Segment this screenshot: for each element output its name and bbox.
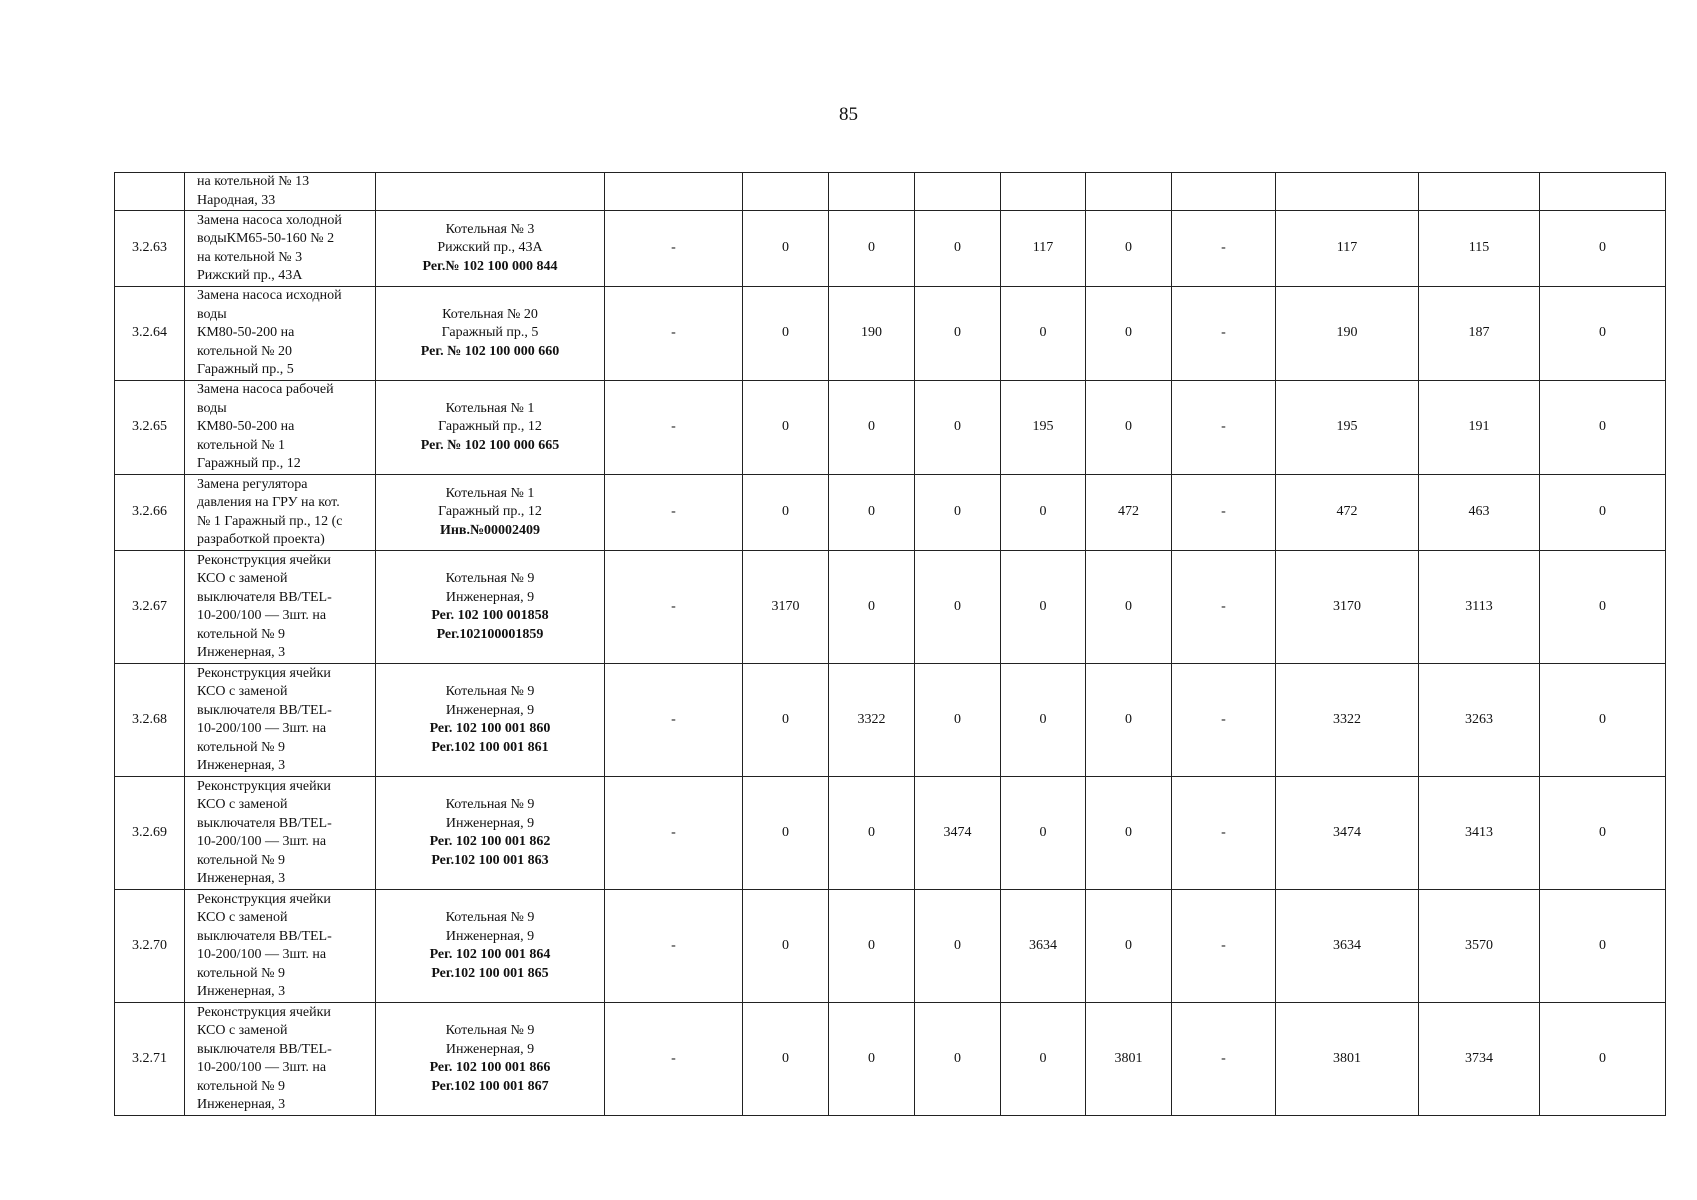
value-cell: 0 [1540,475,1666,551]
registration-number: Инв.№00002409 [439,522,541,538]
description-line: выключателя ВВ/TEL- [197,815,332,831]
description-line: Инженерная, 3 [197,871,286,886]
description-line: Народная, 33 [197,192,276,208]
table-row [115,211,1666,287]
object-cell [376,890,605,1003]
value-cell: 0 [915,287,1001,381]
value-cell: 3170 [743,551,829,664]
object-line: Рижский пр., 43А [437,240,543,256]
value-cell: - [1172,475,1276,551]
description-line: Реконструкция ячейки [197,1004,331,1020]
value-cell: 0 [915,211,1001,287]
table-row [115,551,1666,664]
item-number: 3.2.71 [115,1003,185,1116]
object-line: Инженерная, 9 [445,815,535,831]
registration-number: Рег. 102 100 001858 [431,608,549,623]
description-line: № 1 Гаражный пр., 12 (с [197,513,343,529]
registration-number: Рег.102 100 001 863 [431,852,549,868]
value-cell: 0 [743,381,829,475]
value-cell: - [605,381,743,475]
value-cell: 0 [915,381,1001,475]
description-line: Замена насоса рабочей [197,382,334,398]
value-cell: - [1172,211,1276,287]
registration-number: Рег.102 100 001 861 [431,739,549,755]
object-line: Котельная № 1 [445,485,535,501]
value-cell: - [1172,777,1276,890]
value-cell [915,173,1001,211]
value-cell: 3263 [1419,664,1540,777]
value-cell [1276,173,1419,211]
value-cell: 0 [1086,664,1172,777]
description-line: Гаражный пр., 5 [197,362,294,378]
description-line: 10-200/100 — 3шт. на [197,834,327,849]
object-cell [376,777,605,890]
object-line: Котельная № 9 [445,797,535,812]
value-cell: 3634 [1001,890,1086,1003]
value-cell: 195 [1001,381,1086,475]
value-cell: 0 [1540,777,1666,890]
object-line: Котельная № 9 [445,1023,535,1038]
description-line: КСО с заменой [197,571,288,586]
value-cell: 3113 [1419,551,1540,664]
table-row [115,475,1666,551]
value-cell: 0 [1086,890,1172,1003]
value-cell: 190 [829,287,915,381]
item-description [185,551,376,664]
value-cell: 0 [915,664,1001,777]
value-cell [1001,173,1086,211]
value-cell: 0 [743,287,829,381]
description-line: Замена регулятора [197,476,308,492]
description-line: котельной № 1 [197,437,285,453]
value-cell: 0 [1540,664,1666,777]
value-cell: 0 [915,551,1001,664]
value-cell [743,173,829,211]
item-number: 3.2.68 [115,664,185,777]
description-line: котельной № 9 [197,626,285,642]
item-number: 3.2.65 [115,381,185,475]
value-cell: 0 [1540,1003,1666,1116]
description-line: КСО с заменой [197,1023,288,1038]
description-line: КСО с заменой [197,684,288,699]
value-cell: 0 [1001,551,1086,664]
value-cell: 0 [829,381,915,475]
item-number: 3.2.67 [115,551,185,664]
value-cell: 3734 [1419,1003,1540,1116]
registration-number: Рег. 102 100 001 866 [429,1060,551,1075]
description-line: выключателя ВВ/TEL- [197,702,332,718]
item-description [185,1003,376,1116]
object-line: Котельная № 9 [445,571,535,586]
object-line: Котельная № 1 [445,400,535,416]
object-line: Котельная № 20 [442,306,538,322]
value-cell: 0 [1086,551,1172,664]
page-number: 85 [839,104,858,125]
value-cell: 0 [915,475,1001,551]
item-description [185,211,376,287]
object-line: Инженерная, 9 [445,1041,535,1057]
object-cell [376,287,605,381]
value-cell: 0 [1001,475,1086,551]
value-cell: 0 [1001,1003,1086,1116]
value-cell: 0 [1001,777,1086,890]
value-cell: - [1172,381,1276,475]
object-cell [376,551,605,664]
registration-number: Рег. № 102 100 000 660 [420,343,560,359]
description-line: котельной № 9 [197,739,285,755]
table-body [115,173,1666,1116]
description-line: давления на ГРУ на кот. [197,495,340,510]
value-cell: 3474 [1276,777,1419,890]
description-line: Гаражный пр., 12 [197,456,301,472]
object-cell [376,1003,605,1116]
table-row [115,381,1666,475]
description-line: КМ80-50-200 на [197,419,295,435]
value-cell: 0 [743,777,829,890]
object-cell [376,475,605,551]
value-cell: 0 [829,777,915,890]
value-cell [1540,173,1666,211]
object-cell [376,381,605,475]
table-row [115,173,1666,211]
value-cell: - [605,664,743,777]
registration-number: Рег. 102 100 001 860 [429,721,551,736]
description-line: выключателя ВВ/TEL- [197,589,332,605]
value-cell: 0 [1086,287,1172,381]
value-cell: 3474 [915,777,1001,890]
description-line: Реконструкция ячейки [197,891,331,907]
object-line: Котельная № 9 [445,910,535,925]
item-description [185,777,376,890]
item-number: 3.2.70 [115,890,185,1003]
description-line: 10-200/100 — 3шт. на [197,947,327,962]
value-cell: 0 [915,890,1001,1003]
value-cell [829,173,915,211]
value-cell: 472 [1276,475,1419,551]
description-line: воды [197,306,227,322]
description-line: Рижский пр., 43А [197,268,303,283]
value-cell: 0 [1540,211,1666,287]
object-line: Гаражный пр., 12 [438,504,542,520]
description-line: Реконструкция ячейки [197,552,331,568]
value-cell: - [605,777,743,890]
value-cell: - [605,475,743,551]
value-cell: 117 [1001,211,1086,287]
value-cell: 0 [829,1003,915,1116]
registration-number: Рег.102 100 001 865 [431,965,549,981]
value-cell: - [605,1003,743,1116]
table-row [115,890,1666,1003]
value-cell: 0 [829,475,915,551]
registration-number: Рег.102 100 001 867 [431,1078,549,1094]
value-cell: 3801 [1086,1003,1172,1116]
item-description [185,287,376,381]
value-cell: - [1172,664,1276,777]
description-line: 10-200/100 — 3шт. на [197,608,327,623]
description-line: водыКМ65-50-160 № 2 [197,231,335,246]
value-cell [1172,173,1276,211]
registration-number: Рег. 102 100 001 862 [429,834,551,849]
value-cell: 463 [1419,475,1540,551]
value-cell: 472 [1086,475,1172,551]
table-row [115,664,1666,777]
item-number: 3.2.63 [115,211,185,287]
item-description [185,664,376,777]
description-line: 10-200/100 — 3шт. на [197,721,327,736]
registration-number: Рег. 102 100 001 864 [429,947,551,962]
item-number [115,173,185,211]
description-line: 10-200/100 — 3шт. на [197,1060,327,1075]
value-cell: - [1172,890,1276,1003]
value-cell: - [1172,551,1276,664]
registration-number: Рег.№ 102 100 000 844 [422,258,558,274]
value-cell: 0 [829,551,915,664]
description-line: на котельной № 3 [197,249,303,265]
table-row [115,287,1666,381]
description-line: выключателя ВВ/TEL- [197,928,332,944]
description-line: Инженерная, 3 [197,758,286,773]
table-row [115,1003,1666,1116]
value-cell: 0 [1086,777,1172,890]
description-line: воды [197,400,227,416]
description-line: разработкой проекта) [197,532,325,547]
value-cell: 0 [1540,551,1666,664]
description-line: Замена насоса исходной [197,288,342,304]
value-cell: 0 [1001,287,1086,381]
description-line: котельной № 9 [197,1078,285,1094]
item-description [185,173,376,211]
item-number: 3.2.69 [115,777,185,890]
item-description [185,890,376,1003]
item-description [185,475,376,551]
value-cell: 0 [743,475,829,551]
value-cell: 117 [1276,211,1419,287]
value-cell [605,173,743,211]
registration-number: Рег.102100001859 [436,626,544,642]
value-cell: 0 [915,1003,1001,1116]
value-cell: - [1172,1003,1276,1116]
description-line: КСО с заменой [197,797,288,812]
investment-table [114,172,1666,1116]
value-cell: 3322 [829,664,915,777]
value-cell: 3170 [1276,551,1419,664]
value-cell: - [605,890,743,1003]
value-cell: 3634 [1276,890,1419,1003]
value-cell: 0 [743,890,829,1003]
value-cell: 115 [1419,211,1540,287]
value-cell: 0 [1540,890,1666,1003]
description-line: Реконструкция ячейки [197,778,331,794]
item-description [185,381,376,475]
value-cell: 0 [829,211,915,287]
value-cell: 3322 [1276,664,1419,777]
value-cell: 3801 [1276,1003,1419,1116]
value-cell: 0 [829,890,915,1003]
table-row [115,777,1666,890]
value-cell: 195 [1276,381,1419,475]
value-cell: 0 [743,664,829,777]
value-cell: 3413 [1419,777,1540,890]
object-line: Инженерная, 9 [445,928,535,944]
object-cell [376,173,605,211]
object-cell [376,211,605,287]
description-line: котельной № 9 [197,965,285,981]
value-cell [1086,173,1172,211]
description-line: Замена насоса холодной [197,212,342,228]
item-number: 3.2.66 [115,475,185,551]
object-line: Гаражный пр., 12 [438,419,542,435]
description-line: КСО с заменой [197,910,288,925]
object-cell [376,664,605,777]
description-line: котельной № 20 [197,343,292,359]
registration-number: Рег. № 102 100 000 665 [420,437,560,453]
value-cell: 191 [1419,381,1540,475]
value-cell: 0 [743,211,829,287]
description-line: Инженерная, 3 [197,1097,286,1112]
value-cell: 190 [1276,287,1419,381]
object-line: Котельная № 3 [445,221,535,237]
object-line: Котельная № 9 [445,684,535,699]
description-line: выключателя ВВ/TEL- [197,1041,332,1057]
value-cell: 0 [1086,381,1172,475]
description-line: Реконструкция ячейки [197,665,331,681]
value-cell: 0 [743,1003,829,1116]
value-cell: 0 [1540,381,1666,475]
value-cell [1419,173,1540,211]
description-line: на котельной № 13 [197,174,310,189]
description-line: котельной № 9 [197,852,285,868]
item-number: 3.2.64 [115,287,185,381]
value-cell: - [605,211,743,287]
value-cell: 187 [1419,287,1540,381]
value-cell: 0 [1540,287,1666,381]
object-line: Инженерная, 9 [445,702,535,718]
description-line: Инженерная, 3 [197,645,286,660]
description-line: КМ80-50-200 на [197,325,295,341]
value-cell: 0 [1001,664,1086,777]
object-line: Инженерная, 9 [445,589,535,605]
value-cell: - [605,287,743,381]
value-cell: 0 [1086,211,1172,287]
value-cell: - [1172,287,1276,381]
value-cell: - [605,551,743,664]
description-line: Инженерная, 3 [197,984,286,999]
object-line: Гаражный пр., 5 [441,325,539,341]
value-cell: 3570 [1419,890,1540,1003]
